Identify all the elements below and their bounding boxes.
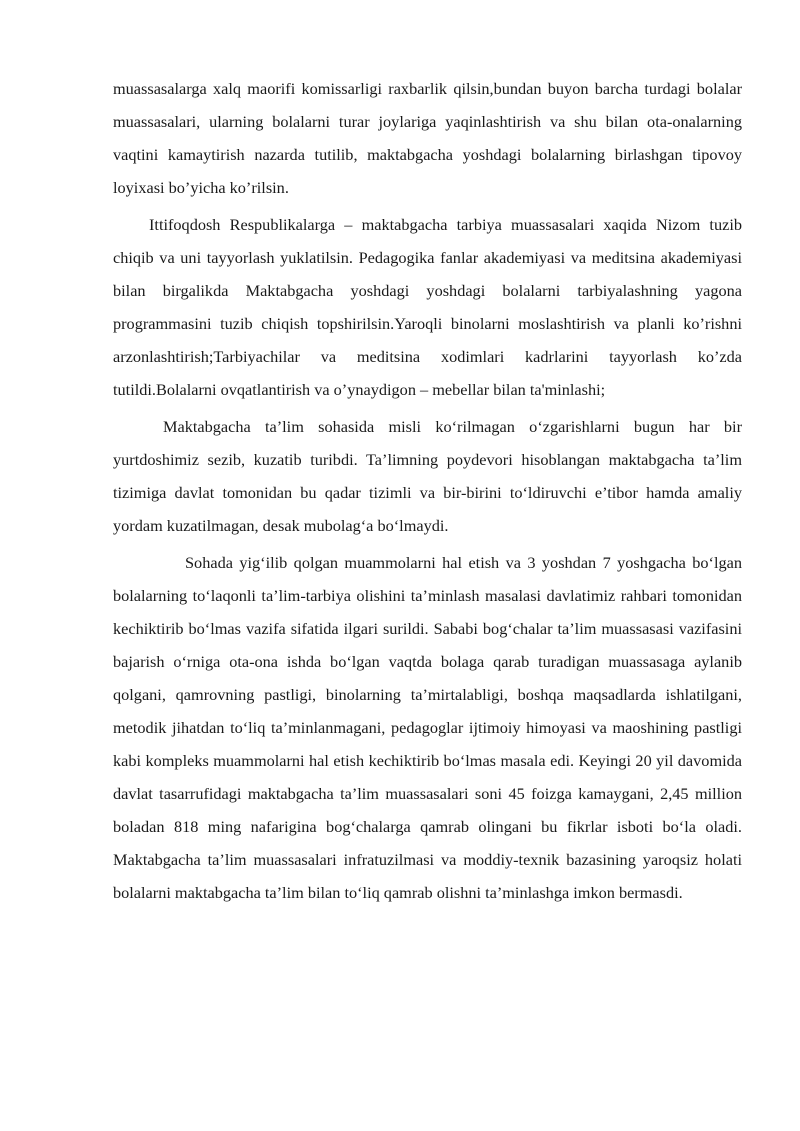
- paragraph-4: Sohada yig‘ilib qolgan muammolarni hal etish va 3 yoshdan 7 yoshgacha bo‘lgan bolalarning to‘laqonli ta’lim-tarbiya olishini ta’minlash masalasi davlatimiz rahbari tomonidan kechiktirib bo‘lmas vazifa sifatida ilgari surildi. Sababi bog‘chalar ta’lim muassasasi vazifasini bajarish o‘rniga ota-ona ishda bo‘lgan vaqtda bolaga qarab turadigan muassasaga aylanib qolgani, qamrovning pastligi, binolarning ta’mirtalabligi, boshqa maqsadlarda ishlatilgani, metodik jihatdan to‘liq ta’minlanmagani, pedagoglar ijtimoiy himoyasi va maoshining pastligi kabi kompleks muammolarni hal etish kechiktirib bo‘lmas masala edi. Keyingi 20 yil davomida davlat tasarrufidagi maktabgacha ta’lim muassasalari soni 45 foizga kamaygani, 2,45 million boladan 818 ming nafarigina bog‘chalarga qamrab olingani bu fikrlar isboti bo‘la oladi. Maktabgacha ta’lim muassasalari infratuzilmasi va moddiy-texnik bazasining yaroqsiz holati bolalarni maktabgacha ta’lim bilan to‘liq qamrab olishni ta’minlashga imkon bermasdi.: [113, 553, 742, 902]
- paragraph-1: muassasalarga xalq maorifi komissarligi raxbarlik qilsin,bundan buyon barcha turdagi bolalar muassasalari, ularning bolalarni turar joylariga yaqinlashtirish va shu bilan ota-onalarning vaqtini kamaytirish nazarda tutilib, maktabgacha yoshdagi bolalarning birlashgan tipovoy loyixasi bo’yicha ko’rilsin.: [113, 79, 742, 197]
- document-body: [113, 72, 742, 909]
- paragraph-3: Maktabgacha ta’lim sohasida misli ko‘rilmagan o‘zgarishlarni bugun har bir yurtdoshimiz sezib, kuzatib turibdi. Ta’limning poydevori hisoblangan maktabgacha ta’lim tizimiga davlat tomonidan bu qadar tizimli va bir-birini to‘ldiruvchi e’tibor hamda amaliy yordam kuzatilmagan, desak mubolag‘a bo‘lmaydi.: [113, 417, 742, 535]
- paragraph-2: Ittifoqdosh Respublikalarga – maktabgacha tarbiya muassasalari xaqida Nizom tuzib chiqib va uni tayyorlash yuklatilsin. Pedagogika fanlar akademiyasi va meditsina akademiyasi bilan birgalikda Maktabgacha yoshdagi yoshdagi bolalarni tarbiyalashning yagona programmasini tuzib chiqish topshirilsin.Yaroqli binolarni moslashtirish va planli ko’rishni arzonlashtirish;Tarbiyachilar va meditsina xodimlari kadrlarini tayyorlash ko’zda tutildi.Bolalarni ovqatlantirish va o’ynaydigon – mebellar bilan ta'minlashi;: [113, 215, 742, 399]
